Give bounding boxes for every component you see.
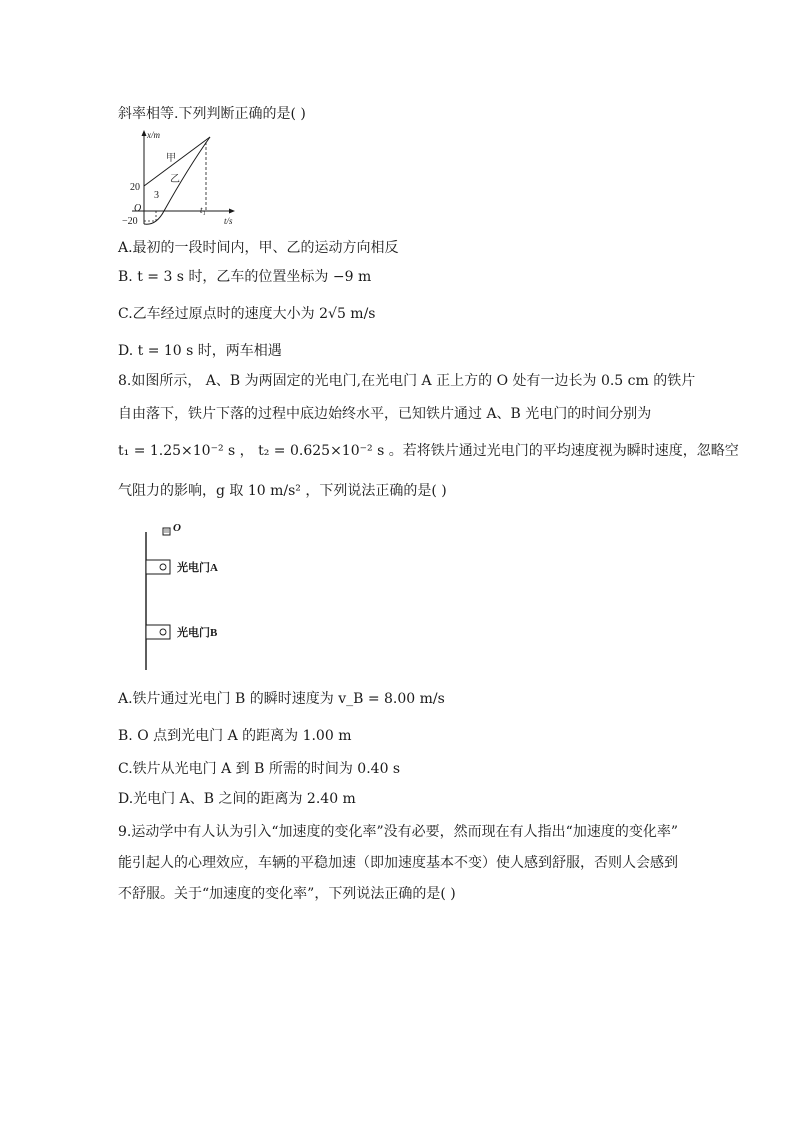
- q8-option-d: D.光电门 A、B 之间的距离为 2.40 m: [118, 791, 356, 807]
- q7-option-b: B. t = 3 s 时，乙车的位置坐标为 −9 m: [118, 269, 372, 285]
- q8-option-a: A.铁片通过光电门 B 的瞬时速度为 v_B = 8.00 m/s: [118, 691, 445, 707]
- gate-a-label: 光电门A: [177, 562, 218, 574]
- q8-stem-line-4: 气阻力的影响，g 取 10 m/s² ，下列说法正确的是( ): [118, 483, 447, 499]
- x-axis-label: t/s: [224, 216, 233, 226]
- q7-option-d: D. t = 10 s 时，两车相遇: [118, 343, 282, 359]
- x-tick-3: 3: [154, 190, 159, 201]
- q8-stem-line-1: 8.如图所示， A、B 为两固定的光电门,在光电门 A 正上方的 O 处有一边长为 0.5 cm 的铁片: [118, 373, 696, 389]
- gate-b-label: 光电门B: [177, 627, 218, 639]
- q8-option-b: B. O 点到光电门 A 的距离为 1.00 m: [118, 728, 352, 744]
- y-axis-label: x/m: [147, 130, 160, 140]
- point-o-label: O: [173, 522, 181, 534]
- q7-option-c: C.乙车经过原点时的速度大小为 2√5 m/s: [118, 306, 376, 322]
- y-tick-20: 20: [130, 182, 140, 193]
- y-axis-arrow: [142, 130, 147, 136]
- q8-option-c: C.铁片从光电门 A 到 B 所需的时间为 0.40 s: [118, 761, 401, 777]
- origin-label: O: [134, 203, 142, 214]
- iron-piece: [163, 528, 170, 535]
- q8-stem-line-3: t₁ = 1.25×10⁻² s ， t₂ = 0.625×10⁻² s 。若将铁片通过光电门的平均速度视为瞬时速度，忽略空: [118, 443, 739, 459]
- q8-photogate-figure: [136, 512, 246, 672]
- y-tick-neg20: −20: [122, 216, 138, 227]
- q7-stem-tail: 斜率相等.下列判断正确的是( ): [118, 106, 306, 122]
- q7-xt-graph: [118, 128, 248, 228]
- label-jia: 甲: [166, 153, 176, 164]
- x-axis-arrow: [229, 209, 235, 214]
- x-tick-t1: t₁: [200, 205, 206, 215]
- label-yi: 乙: [170, 174, 180, 185]
- q9-stem-line-3: 不舒服。关于“加速度的变化率”，下列说法正确的是( ): [118, 886, 456, 902]
- q8-stem-line-2: 自由落下，铁片下落的过程中底边始终水平，已知铁片通过 A、B 光电门的时间分别为: [118, 406, 652, 422]
- q7-option-a: A.最初的一段时间内，甲、乙的运动方向相反: [118, 240, 399, 256]
- q9-stem-line-1: 9.运动学中有人认为引入“加速度的变化率”没有必要，然而现在有人指出“加速度的变化率”: [118, 824, 678, 840]
- q9-stem-line-2: 能引起人的心理效应，车辆的平稳加速（即加速度基本不变）使人感到舒服，否则人会感到: [118, 855, 678, 871]
